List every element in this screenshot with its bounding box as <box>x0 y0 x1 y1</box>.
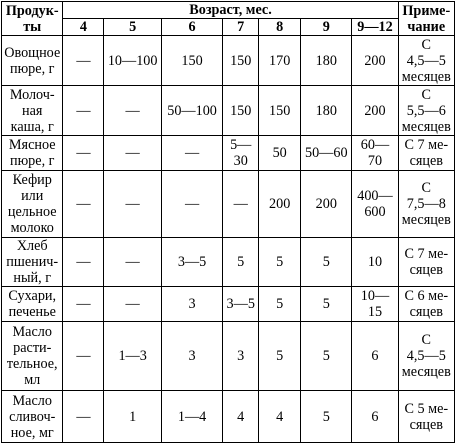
header-month: 4 <box>63 19 104 36</box>
header-month: 9 <box>301 19 352 36</box>
value-cell: 180 <box>301 36 352 86</box>
table-row <box>2 86 455 136</box>
product-cell: Хлеб пшенич- ный, г <box>2 238 63 287</box>
value-cell: 5 <box>223 238 259 287</box>
value-cell: — <box>63 136 104 171</box>
value-cell: — <box>104 238 161 287</box>
header-age: Возраст, мес. <box>63 2 398 19</box>
table-row <box>2 287 455 322</box>
note-cell: С 7,5—8 месяцев <box>398 171 454 238</box>
header-month: 5 <box>104 19 161 36</box>
value-cell: 10— 15 <box>352 287 398 322</box>
note-cell: С 7 ме- сяцев <box>398 136 454 171</box>
value-cell: 150 <box>223 36 259 86</box>
table-row <box>2 136 455 171</box>
note-cell: С 7 ме- сяцев <box>398 238 454 287</box>
value-cell: 200 <box>352 86 398 136</box>
value-cell: — <box>63 287 104 322</box>
product-cell: Кефир или цельное молоко <box>2 171 63 238</box>
value-cell: 3 <box>223 322 259 391</box>
value-cell: 5 <box>259 287 301 322</box>
value-cell: — <box>63 171 104 238</box>
header-note: Приме- чание <box>398 2 454 36</box>
feeding-schedule-table <box>1 1 455 443</box>
value-cell: 5 <box>259 238 301 287</box>
value-cell: 200 <box>352 36 398 86</box>
header-products: Продук- ты <box>2 2 63 36</box>
product-cell: Молоч- ная каша, г <box>2 86 63 136</box>
value-cell: 6 <box>352 391 398 443</box>
value-cell: 5 <box>301 287 352 322</box>
value-cell: 5 <box>301 322 352 391</box>
value-cell: 150 <box>259 86 301 136</box>
value-cell: 60— 70 <box>352 136 398 171</box>
value-cell: 5 <box>301 391 352 443</box>
value-cell: 150 <box>161 36 222 86</box>
header-row-months <box>2 19 455 36</box>
value-cell: 3—5 <box>161 238 222 287</box>
value-cell: 4 <box>223 391 259 443</box>
value-cell: 4 <box>259 391 301 443</box>
value-cell: 200 <box>301 171 352 238</box>
value-cell: 10—100 <box>104 36 161 86</box>
product-cell: Сухари, печенье <box>2 287 63 322</box>
product-cell: Масло сливоч- ное, мг <box>2 391 63 443</box>
note-cell: С 5 ме- сяцев <box>398 391 454 443</box>
value-cell: 3 <box>161 287 222 322</box>
table-row <box>2 391 455 443</box>
product-cell: Мясное пюре, г <box>2 136 63 171</box>
table-row <box>2 171 455 238</box>
value-cell: — <box>63 238 104 287</box>
value-cell: 170 <box>259 36 301 86</box>
value-cell: 200 <box>259 171 301 238</box>
note-cell: С 4,5—5 месяцев <box>398 322 454 391</box>
header-month: 6 <box>161 19 222 36</box>
value-cell: 5 <box>259 322 301 391</box>
note-cell: С 4,5—5 месяцев <box>398 36 454 86</box>
table-row <box>2 36 455 86</box>
table-row <box>2 238 455 287</box>
value-cell: 1—3 <box>104 322 161 391</box>
header-month: 7 <box>223 19 259 36</box>
header-month: 9—12 <box>352 19 398 36</box>
value-cell: 400— 600 <box>352 171 398 238</box>
value-cell: 150 <box>223 86 259 136</box>
value-cell: — <box>161 136 222 171</box>
value-cell: — <box>104 287 161 322</box>
value-cell: — <box>104 171 161 238</box>
header-month: 8 <box>259 19 301 36</box>
value-cell: — <box>104 136 161 171</box>
value-cell: 6 <box>352 322 398 391</box>
value-cell: — <box>104 86 161 136</box>
value-cell: — <box>161 171 222 238</box>
value-cell: 3 <box>161 322 222 391</box>
table-row <box>2 322 455 391</box>
value-cell: — <box>63 391 104 443</box>
value-cell: — <box>63 322 104 391</box>
note-cell: С 5,5—6 месяцев <box>398 86 454 136</box>
value-cell: 1 <box>104 391 161 443</box>
product-cell: Масло расти- тельное, мл <box>2 322 63 391</box>
value-cell: 180 <box>301 86 352 136</box>
note-cell: С 6 ме- сяцев <box>398 287 454 322</box>
header-row-top <box>2 2 455 19</box>
value-cell: — <box>223 171 259 238</box>
value-cell: 5—30 <box>223 136 259 171</box>
table-body <box>2 36 455 443</box>
product-cell: Овощное пюре, г <box>2 36 63 86</box>
value-cell: 3—5 <box>223 287 259 322</box>
value-cell: 50—100 <box>161 86 222 136</box>
value-cell: 10 <box>352 238 398 287</box>
value-cell: 50—60 <box>301 136 352 171</box>
value-cell: 50 <box>259 136 301 171</box>
value-cell: — <box>63 36 104 86</box>
value-cell: 1—4 <box>161 391 222 443</box>
value-cell: — <box>63 86 104 136</box>
value-cell: 5 <box>301 238 352 287</box>
